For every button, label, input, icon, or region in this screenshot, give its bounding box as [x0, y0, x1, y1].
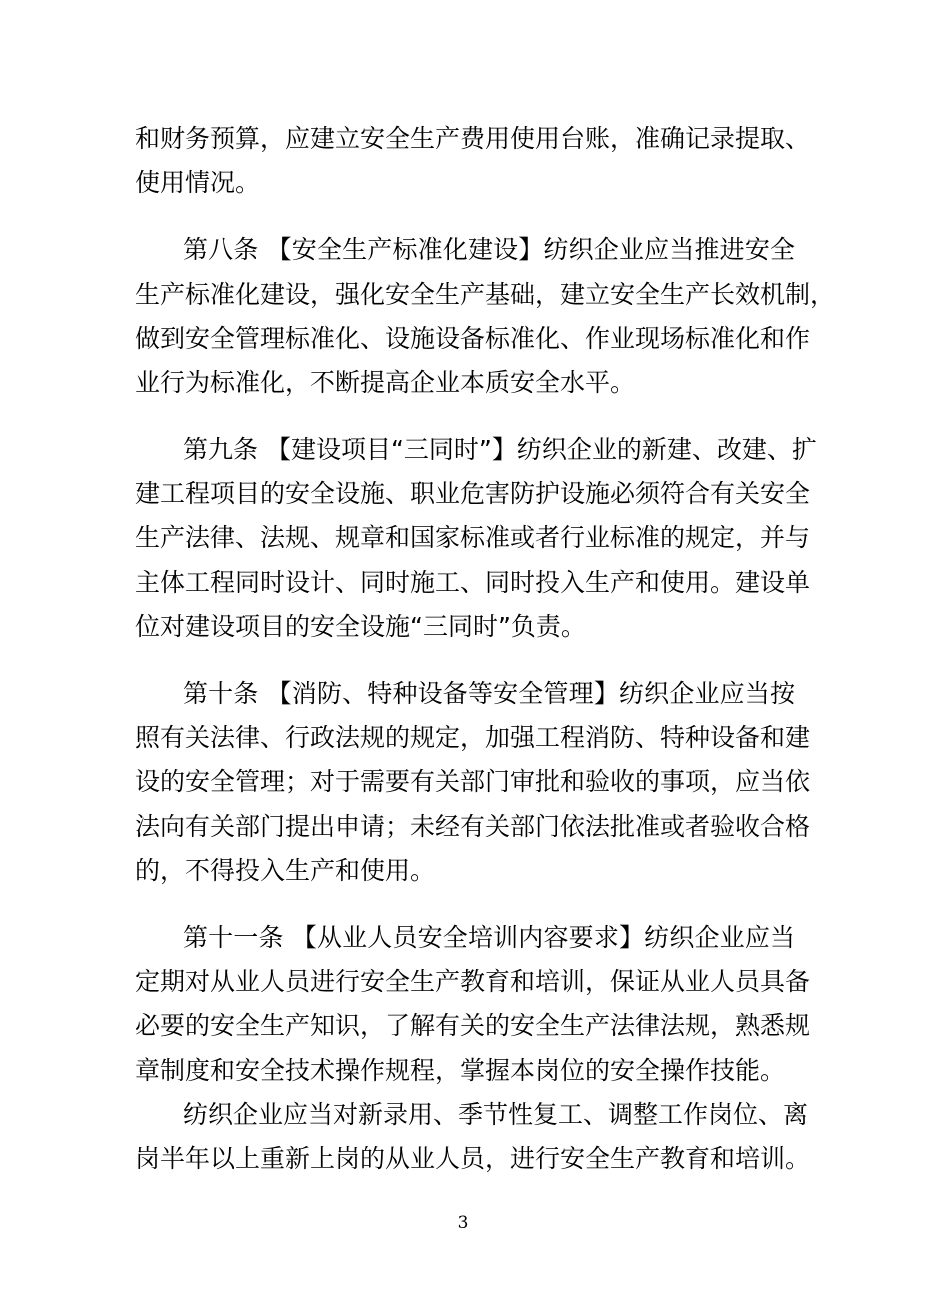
- text-line: 的，不得投入生产和使用。: [135, 856, 436, 885]
- article-9-heading-line: 第九条 【建设项目“三同时”】纺织企业的新建、改建、扩: [183, 435, 817, 464]
- paragraph-start-line: 纺织企业应当对新录用、季节性复工、调整工作岗位、离: [183, 1100, 809, 1129]
- text-line: 生产法律、法规、规章和国家标准或者行业标准的规定，并与: [135, 523, 811, 552]
- text-line: 做到安全管理标准化、设施设备标准化、作业现场标准化和作: [135, 324, 811, 353]
- article-11-heading-line: 第十一条 【从业人员安全培训内容要求】纺织企业应当: [183, 923, 795, 952]
- article-10-heading-line: 第十条 【消防、特种设备等安全管理】纺织企业应当按: [183, 679, 795, 708]
- text-line: 主体工程同时设计、同时施工、同时投入生产和使用。建设单: [135, 568, 811, 597]
- text-line: 定期对从业人员进行安全生产教育和培训，保证从业人员具备: [135, 967, 811, 996]
- article-8-heading-line: 第八条 【安全生产标准化建设】纺织企业应当推进安全: [183, 235, 795, 264]
- text-line: 必要的安全生产知识，了解有关的安全生产法律法规，熟悉规: [135, 1011, 811, 1040]
- text-line: 业行为标准化，不断提高企业本质安全水平。: [135, 368, 636, 397]
- text-line: 和财务预算，应建立安全生产费用使用台账，准确记录提取、: [135, 124, 811, 153]
- text-line: 法向有关部门提出申请；未经有关部门依法批准或者验收合格: [135, 812, 811, 841]
- text-line: 使用情况。: [135, 168, 261, 197]
- text-line: 位对建设项目的安全设施“三同时”负责。: [135, 612, 586, 641]
- text-line: 章制度和安全技术操作规程，掌握本岗位的安全操作技能。: [135, 1056, 786, 1085]
- text-line: 生产标准化建设，强化安全生产基础，建立安全生产长效机制，: [135, 280, 836, 309]
- text-line: 岗半年以上重新上岗的从业人员，进行安全生产教育和培训。: [135, 1144, 811, 1173]
- text-line: 照有关法律、行政法规的规定，加强工程消防、特种设备和建: [135, 723, 811, 752]
- text-line: 建工程项目的安全设施、职业危害防护设施必须符合有关安全: [135, 479, 811, 508]
- page-number: 3: [457, 1213, 469, 1233]
- text-line: 设的安全管理；对于需要有关部门审批和验收的事项，应当依: [135, 767, 811, 796]
